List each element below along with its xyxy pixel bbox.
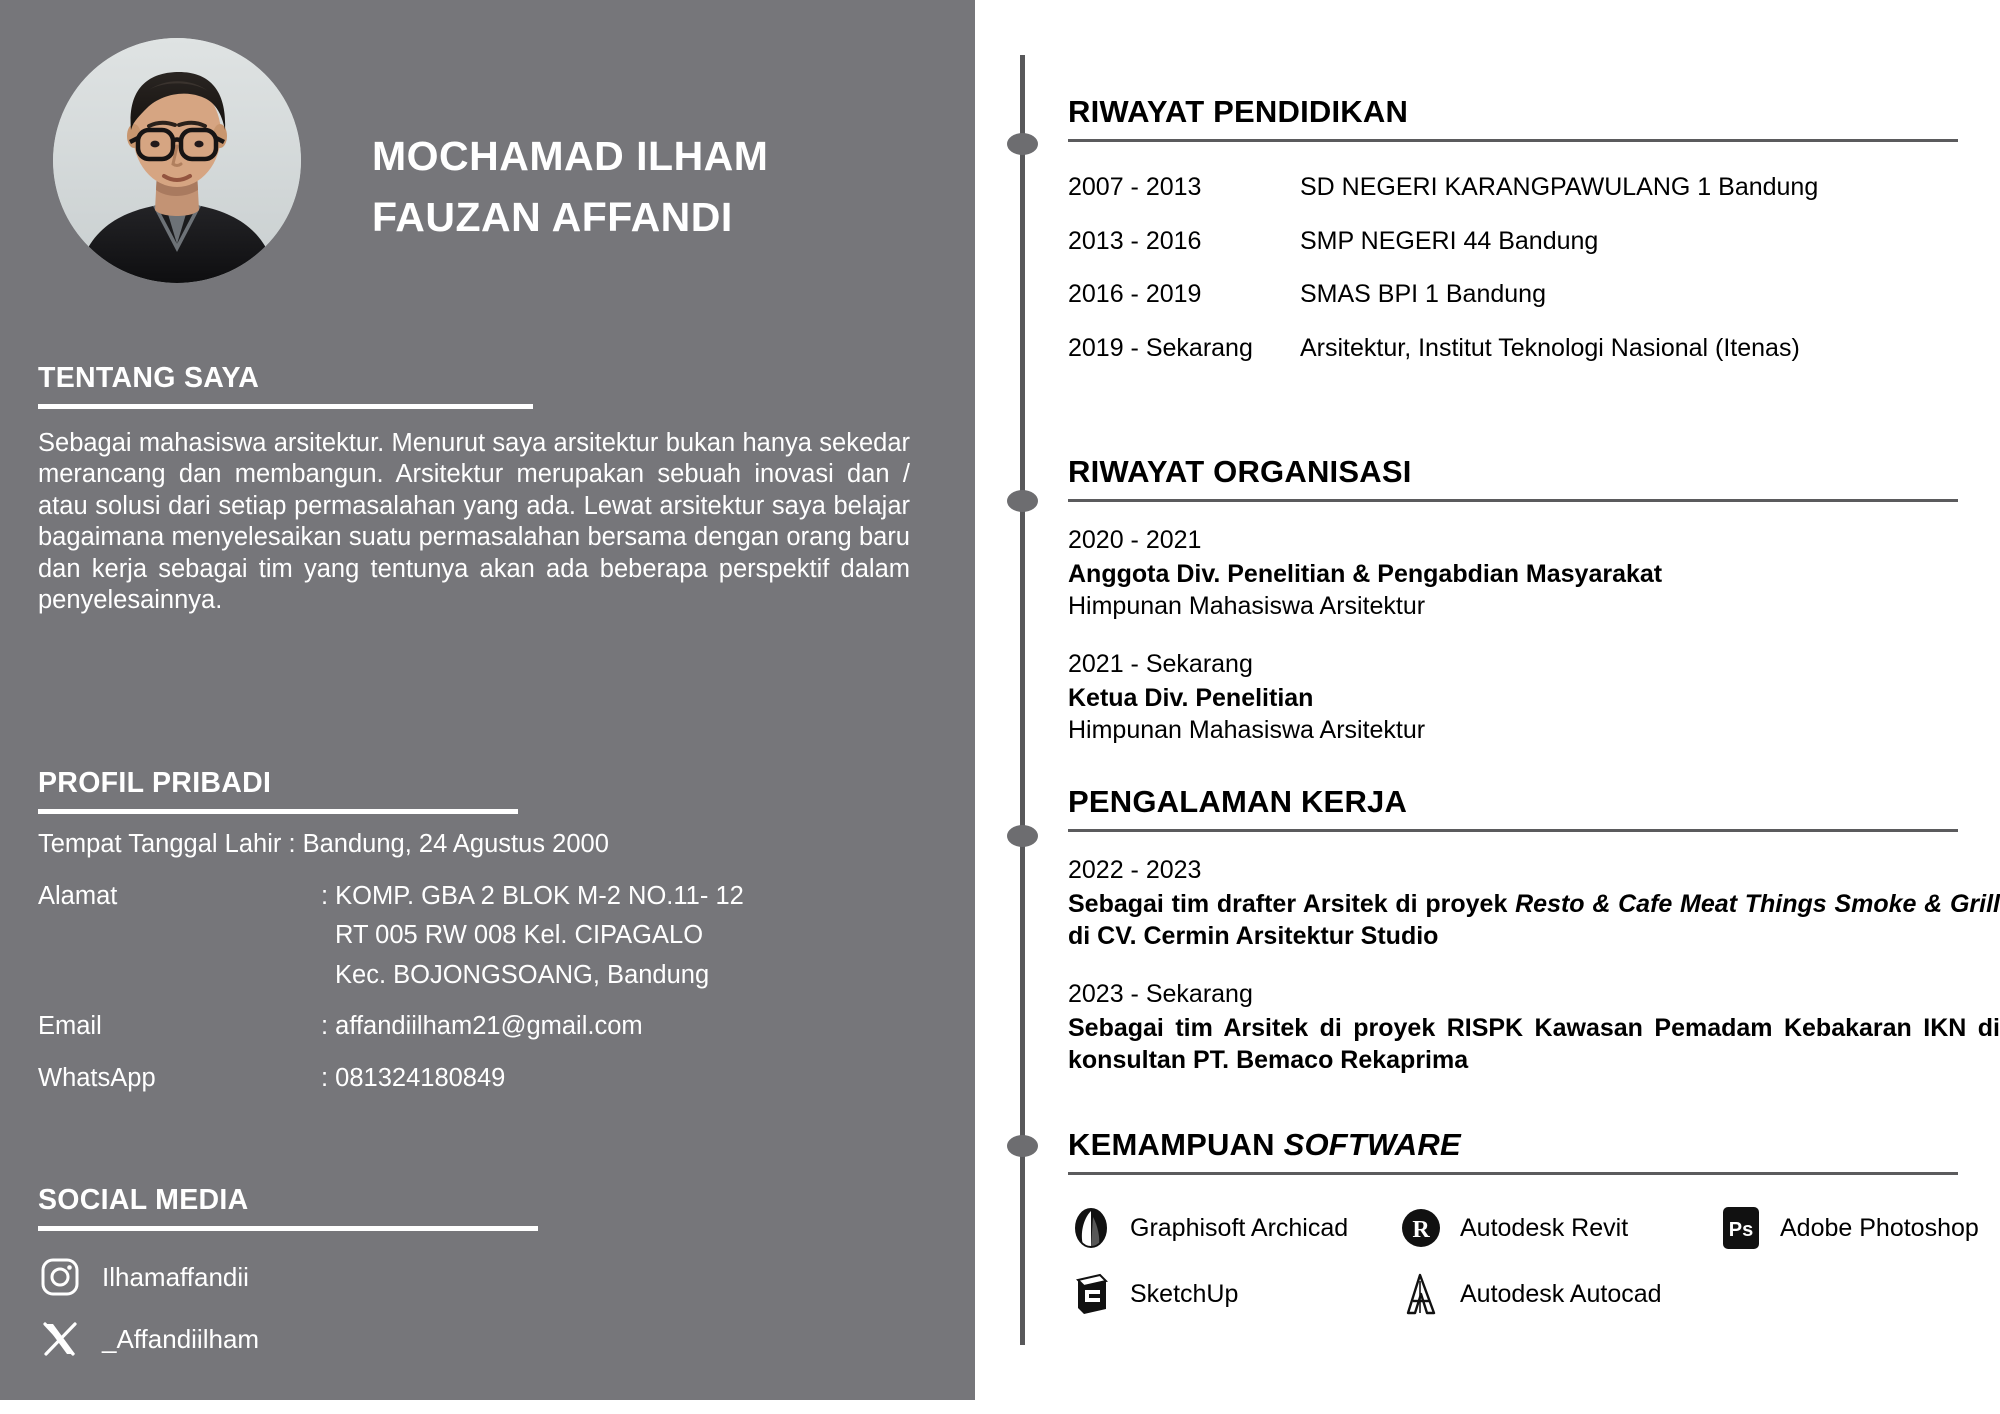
education-year-1: 2007 - 2013 (1068, 173, 1202, 202)
address-value (321, 881, 938, 989)
about-paragraph: Sebagai mahasiswa arsitektur. Menurut saya arsitektur bukan hanya sekedar merancang dan membangun. Arsitektur merupakan sebuah inovasi dan / atau solusi dari setiap permasalahan yang ada. Lewat arsitektur saya belajar bagaimana menyelesaikan suatu permasalahan bersama dengan orang baru dan kerja sebagai tim yang tentunya akan ada beberapa perspektif dalam penyelesainnya. (38, 429, 910, 615)
software-heading-normal: KEMAMPUAN (1068, 1127, 1284, 1162)
photoshop-icon (1718, 1205, 1764, 1251)
work-year-2: 2023 - Sekarang (1068, 979, 1253, 1008)
organization-year-1: 2020 - 2021 (1068, 526, 1202, 555)
timeline-dot-work (1007, 825, 1038, 847)
software-label-autocad: Autodesk Autocad (1460, 1279, 1662, 1308)
whatsapp-row (38, 1063, 938, 1092)
instagram-handle: Ilhamaffandii (102, 1261, 249, 1292)
software-label-photoshop: Adobe Photoshop (1780, 1213, 1979, 1242)
x-twitter-handle: _Affandiilham (102, 1323, 260, 1354)
about-section-header (38, 363, 533, 409)
work-section (1068, 785, 2000, 1102)
personal-heading: PROFIL PRIBADI (38, 767, 272, 799)
work-heading-rule (1068, 829, 1958, 832)
software-item-autocad (1398, 1261, 1718, 1327)
social-heading-rule (38, 1226, 538, 1231)
education-heading: RIWAYAT PENDIDIKAN (1068, 94, 1409, 129)
software-heading-rule (1068, 1172, 1958, 1175)
sidebar-panel (0, 0, 975, 1400)
avatar (53, 38, 301, 283)
organization-list (1068, 524, 2000, 747)
organization-title-1: Anggota Div. Penelitian & Pengabdian Masyarakat (1068, 559, 1663, 588)
main-content (1068, 0, 2000, 1414)
education-heading-rule (1068, 139, 1958, 142)
software-heading-italic: SOFTWARE (1283, 1127, 1461, 1162)
work-list (1068, 854, 2000, 1076)
x-twitter-icon (38, 1317, 82, 1361)
organization-section (1068, 455, 2000, 773)
software-label-revit: Autodesk Revit (1460, 1213, 1629, 1242)
birthplace-row: Tempat Tanggal Lahir : Bandung, 24 Agustus 2000 (38, 830, 609, 858)
work-year-1: 2022 - 2023 (1068, 856, 1202, 885)
header-identity (0, 38, 975, 278)
software-item-sketchup (1068, 1261, 1398, 1327)
email-value[interactable] (321, 1014, 938, 1040)
education-place-1: SD NEGERI KARANGPAWULANG 1 Bandung (1300, 173, 1819, 202)
organization-title-2: Ketua Div. Penelitian (1068, 684, 1314, 713)
timeline-dot-education (1007, 133, 1038, 155)
timeline-dot-organization (1007, 490, 1038, 512)
email-row (38, 1014, 938, 1040)
personal-heading-rule (38, 809, 518, 814)
work-heading: PENGALAMAN KERJA (1068, 784, 1408, 819)
svg-text:R: R (1412, 1217, 1430, 1244)
software-item-revit (1398, 1195, 1718, 1261)
address-line-2: RT 005 RW 008 Kel. CIPAGALO (335, 921, 704, 949)
social-item-x-twitter[interactable] (38, 1312, 638, 1366)
address-line-3: Kec. BOJONGSOANG, Bandung (335, 960, 710, 989)
autocad-icon (1398, 1271, 1444, 1317)
work-title-2: Sebagai tim Arsitek di proyek RISPK Kawasan Pemadam Kebakaran IKN di konsultan PT. Bemaco Rekaprima (1068, 1013, 2000, 1074)
software-heading (1068, 1128, 2000, 1162)
organization-sub-2: Himpunan Mahasiswa Arsitektur (1068, 716, 1426, 745)
name-line-1: MOCHAMAD ILHAM (372, 133, 769, 179)
list-item (1068, 854, 2000, 952)
organization-heading-rule (1068, 499, 1958, 502)
email-value-text: : affandiilham21@gmail.com (321, 1012, 643, 1040)
table-row (1068, 335, 2000, 363)
organization-heading: RIWAYAT ORGANISASI (1068, 454, 1412, 489)
education-year-3: 2016 - 2019 (1068, 280, 1202, 309)
timeline-rail (1020, 55, 1025, 1345)
table-row (1068, 228, 2000, 256)
page-title (372, 126, 962, 247)
about-heading-rule (38, 404, 533, 409)
software-item-archicad (1068, 1195, 1398, 1261)
social-item-instagram[interactable] (38, 1250, 638, 1304)
whatsapp-value[interactable] (321, 1063, 938, 1092)
list-item (1068, 648, 2000, 746)
table-row (1068, 174, 2000, 202)
list-item (1068, 524, 2000, 622)
organization-year-2: 2021 - Sekarang (1068, 650, 1253, 679)
address-row (38, 881, 938, 989)
software-list (1068, 1195, 2000, 1327)
whatsapp-value-text: : 081324180849 (321, 1063, 506, 1092)
table-row (1068, 281, 2000, 309)
social-heading: SOCIAL MEDIA (38, 1184, 249, 1216)
social-section-header (38, 1185, 538, 1231)
sketchup-icon (1068, 1271, 1114, 1317)
whatsapp-label: WhatsApp (38, 1063, 156, 1092)
education-year-2: 2013 - 2016 (1068, 226, 1202, 255)
education-place-3: SMAS BPI 1 Bandung (1300, 280, 1546, 309)
software-item-photoshop (1718, 1195, 2000, 1261)
instagram-icon (38, 1255, 82, 1299)
software-section (1068, 1128, 2000, 1327)
education-list (1068, 174, 2000, 362)
education-year-4: 2019 - Sekarang (1068, 333, 1253, 362)
personal-section-header (38, 768, 518, 814)
education-place-4: Arsitektur, Institut Teknologi Nasional (Itenas) (1300, 333, 1800, 362)
education-section (1068, 95, 2000, 388)
social-accounts (38, 1250, 638, 1374)
svg-text:Ps: Ps (1728, 1219, 1754, 1242)
name-line-2: FAUZAN AFFANDI (372, 193, 733, 240)
education-place-2: SMP NEGERI 44 Bandung (1300, 226, 1599, 255)
work-title-1: Sebagai tim drafter Arsitek di proyek Resto & Cafe Meat Things Smoke & Grill di CV. Cermin Arsitektur Studio (1068, 889, 2000, 950)
software-label-sketchup: SketchUp (1130, 1279, 1239, 1308)
revit-icon (1398, 1205, 1444, 1251)
address-label: Alamat (38, 881, 118, 910)
about-heading: TENTANG SAYA (38, 362, 260, 394)
software-label-archicad: Graphisoft Archicad (1130, 1213, 1349, 1242)
personal-details (38, 832, 938, 1091)
organization-sub-1: Himpunan Mahasiswa Arsitektur (1068, 591, 1426, 620)
archicad-icon (1068, 1205, 1114, 1251)
list-item (1068, 978, 2000, 1076)
address-line-1: : KOMP. GBA 2 BLOK M-2 NO.11- 12 (321, 881, 744, 910)
timeline-dot-software (1007, 1135, 1038, 1157)
email-label: Email (38, 1012, 102, 1040)
